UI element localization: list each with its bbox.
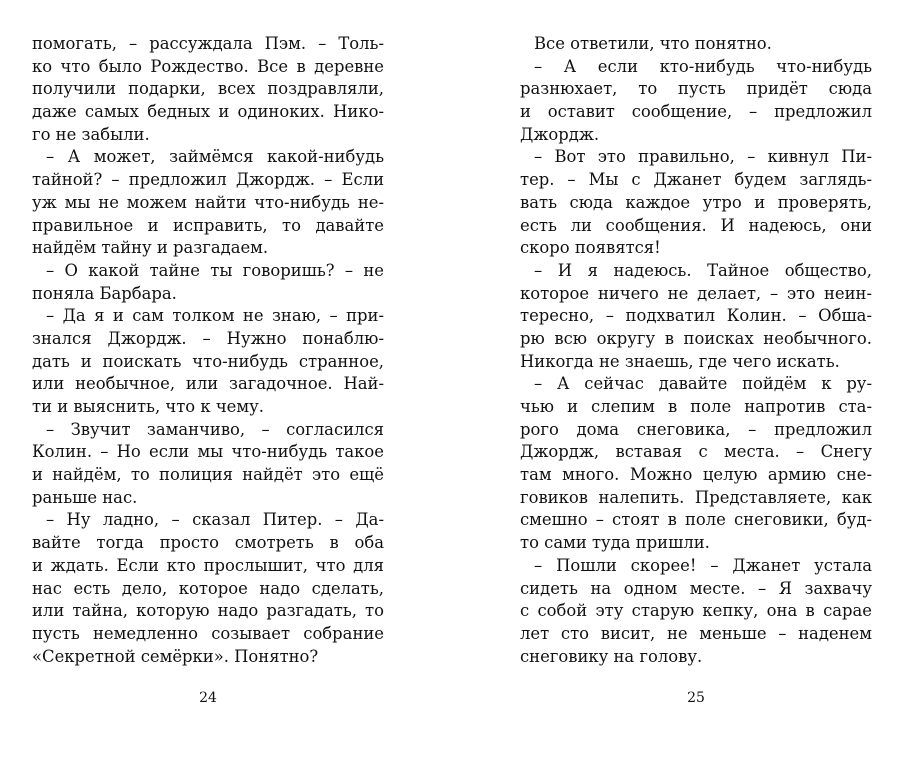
text-line: – Да я и сам толком не знаю, – при- [46, 306, 384, 326]
right-page-number: 25 [687, 690, 705, 706]
text-line: или тайна, которую надо разгадать, то [32, 601, 384, 621]
text-line: чью и слепим в поле напротив ста- [520, 397, 872, 416]
text-line: знался Джордж. – Нужно понаблю- [32, 328, 384, 348]
text-line: получили подарки, всех поздравляли, [32, 79, 384, 99]
text-line: с собой эту старую кепку, она в сарае [520, 601, 872, 621]
text-line: пусть немедленно созывает собрание [32, 623, 384, 643]
text-line: то сами туда пришли. [520, 533, 710, 553]
text-line: Никогда не знаешь, где чего искать. [520, 351, 840, 371]
text-line: вать сюда каждое утро и проверять, [520, 192, 872, 212]
text-line: говиков налепить. Представляете, как [520, 487, 872, 507]
text-line: правильное и исправить, то давайте [32, 215, 384, 235]
text-line: го не забыли. [32, 124, 150, 144]
text-line: найдём тайну и разгадаем. [32, 238, 269, 258]
text-line: смешно – стоят в поле снеговики, буд- [520, 510, 872, 530]
text-line: раньше нас. [32, 487, 138, 507]
text-line: или необычное, или загадочное. Най- [32, 374, 384, 394]
text-line: там много. Можно целую армию сне- [520, 465, 872, 485]
text-line: тер. – Мы с Джанет будем заглядь- [520, 170, 872, 190]
text-line: Джордж. [520, 124, 600, 144]
text-line: рого дома снеговика, – предложил [520, 419, 872, 439]
text-line: и ждать. Если кто прослышит, что для [32, 555, 384, 575]
text-line: сидеть на одном месте. – Я захвачу [520, 578, 872, 598]
text-line: – Пошли скорее! – Джанет устала [534, 555, 872, 575]
text-line: ти и выяснить, что к чему. [32, 397, 264, 416]
text-line: тересно, – подхватил Колин. – Обша- [520, 306, 872, 326]
text-line: дать и поискать что-нибудь странное, [32, 351, 384, 371]
left-page-text [32, 33, 384, 668]
text-line: – Ну ладно, – сказал Питер. – Да- [46, 510, 384, 530]
text-line: ко что было Рождество. Все в деревне [32, 56, 384, 76]
text-line: Колин. – Но если мы что-нибудь такое [32, 442, 384, 462]
text-line: скоро появятся! [520, 238, 661, 258]
text-line: помогать, – рассуждала Пэм. – Толь- [32, 34, 384, 53]
text-line: уж мы не можем найти что-нибудь не- [32, 192, 384, 212]
text-line: есть ли сообщения. И надеюсь, они [520, 215, 872, 235]
text-line: вайте тогда просто смотреть в оба [32, 533, 384, 553]
text-line: даже самых бедных и одиноких. Нико- [32, 102, 384, 122]
text-line: – А если кто-нибудь что-нибудь [534, 56, 872, 76]
text-line: лет сто висит, не меньше – наденем [520, 623, 872, 643]
text-line: которое ничего не делает, – это неин- [520, 283, 872, 303]
text-line: и оставит сообщение, – предложил [520, 102, 872, 122]
text-line: – Вот это правильно, – кивнул Пи- [534, 147, 872, 167]
text-line: и найдём, то полиция найдёт это ещё [32, 465, 384, 485]
left-page-number: 24 [199, 690, 217, 706]
right-page-text [520, 33, 872, 668]
text-line: «Секретной семёрки». Понятно? [32, 646, 319, 666]
text-line: тайной? – предложил Джордж. – Если [32, 170, 384, 190]
text-line: Все ответили, что понятно. [534, 34, 772, 53]
text-line: – О какой тайне ты говоришь? – не [46, 260, 384, 280]
text-line: – А может, займёмся какой-нибудь [46, 147, 384, 167]
text-line: Джордж, вставая с места. – Снегу [520, 442, 872, 462]
text-line: снеговику на голову. [520, 646, 703, 666]
text-line: – Звучит заманчиво, – согласился [46, 419, 384, 439]
text-line: – И я надеюсь. Тайное общество, [534, 260, 872, 280]
text-line: поняла Барбара. [32, 283, 177, 303]
text-line: рю всю округу в поисках необычного. [520, 328, 872, 348]
text-line: – А сейчас давайте пойдём к ру- [534, 374, 872, 394]
text-line: разнюхает, то пусть придёт сюда [520, 79, 872, 99]
text-line: нас есть дело, которое надо сделать, [32, 578, 384, 598]
